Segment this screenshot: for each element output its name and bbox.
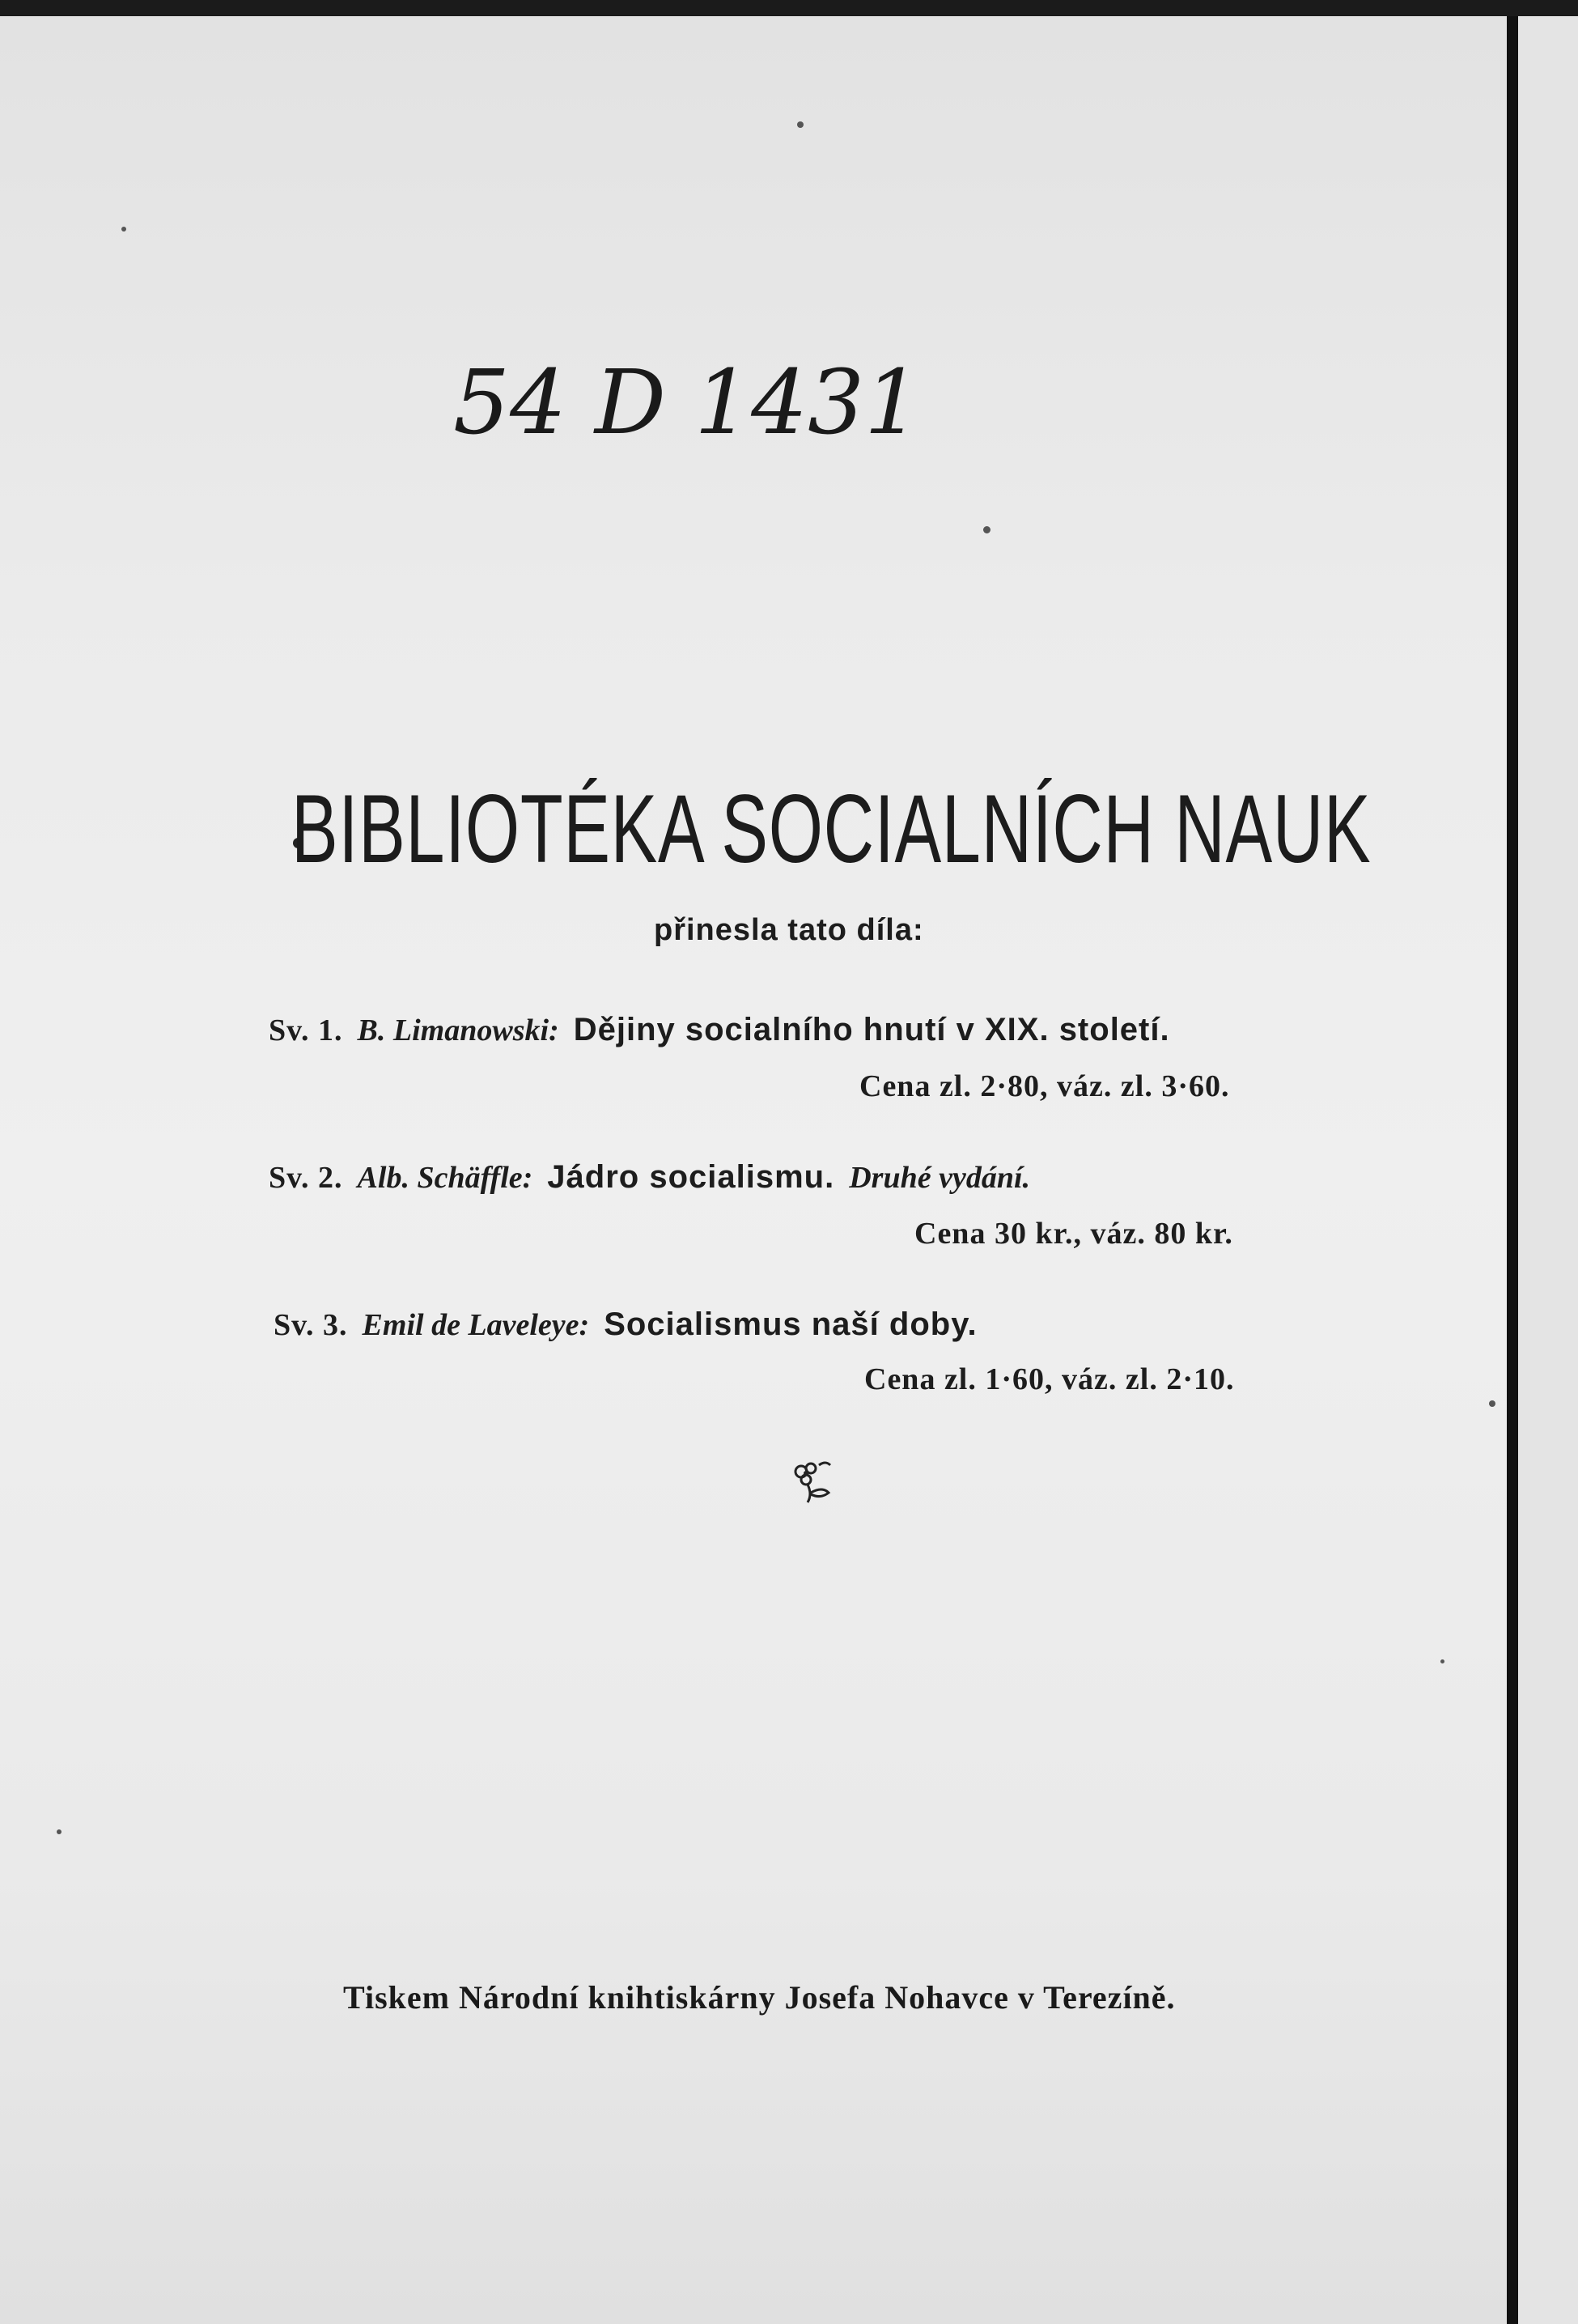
- handwritten-shelfmark: [453, 304, 1198, 498]
- scan-speck: [121, 227, 126, 232]
- page-sheet: [0, 16, 1507, 2324]
- volume-number: Sv. 1.: [269, 1013, 343, 1047]
- volume-price-1: Cena zl. 2·80, váz. zl. 3·60.: [859, 1069, 1230, 1103]
- volume-author: Alb. Schäffle:: [357, 1161, 533, 1195]
- volume-edition: Druhé vydání.: [849, 1161, 1031, 1195]
- volume-entry-3: [274, 1306, 978, 1343]
- volume-entry-1: [269, 1012, 1170, 1048]
- adjacent-page-strip: [1518, 16, 1578, 2324]
- volume-author: B. Limanowski:: [357, 1013, 559, 1047]
- volume-price-3: Cena zl. 1·60, váz. zl. 2·10.: [864, 1362, 1235, 1396]
- scan-speck: [983, 526, 990, 533]
- volume-author: Emil de Laveleye:: [362, 1308, 590, 1342]
- printer-imprint: Tiskem Národní knihtiskárny Josefa Nohavce v Terezíně.: [343, 1979, 1176, 2016]
- volume-entry-2: [269, 1159, 1030, 1196]
- volume-number: Sv. 2.: [269, 1161, 343, 1195]
- shelfmark-text: 54 D 1431: [453, 351, 922, 454]
- volume-work: Dějiny socialního hnutí v XIX. století.: [573, 1012, 1170, 1047]
- scan-speck: [797, 121, 804, 128]
- subtitle: přinesla tato díla:: [654, 913, 924, 947]
- volume-number: Sv. 3.: [274, 1308, 348, 1342]
- flower-ornament-icon: [783, 1457, 840, 1506]
- page-edge-shadow: [1507, 16, 1518, 2324]
- scan-speck: [57, 1829, 62, 1834]
- volume-price-2: Cena 30 kr., váz. 80 kr.: [914, 1217, 1233, 1251]
- scan-speck: [1440, 1659, 1444, 1663]
- scan-speck: [1489, 1400, 1495, 1407]
- page-title: BIBLIOTÉKA SOCIALNÍCH NAUK: [291, 775, 1372, 883]
- volume-work: Jádro socialismu.: [547, 1159, 835, 1195]
- volume-work: Socialismus naší doby.: [604, 1306, 978, 1342]
